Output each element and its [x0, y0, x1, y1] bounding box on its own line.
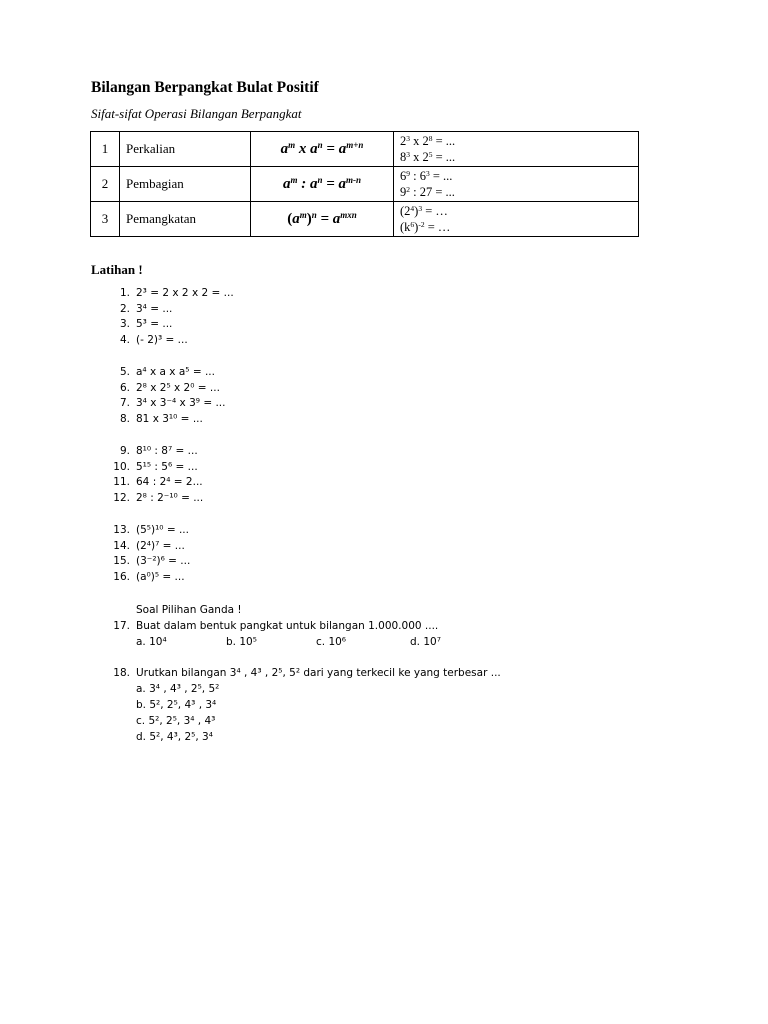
q18-option-b: b. 5², 2⁵, 4³ , 3⁴ [136, 699, 217, 711]
example-pembagian: $6^9$ : $6^3$ = ... $9^2$ : 27 = ... [394, 167, 639, 202]
q18-option-c: c. 5², 2⁵, 3⁴ , 4³ [136, 715, 216, 727]
question-number: 18. [113, 667, 130, 679]
exercise-number: 4. [119, 334, 130, 347]
exercise-text: 5³ = ... [136, 318, 173, 331]
exercise-number: 3. [119, 318, 130, 331]
q17-option-d: d. 10⁷ [410, 636, 441, 648]
example-perkalian: $2^3$ x $2^8$ = ... $8^3$ x $2^5$ = ... [394, 132, 639, 167]
q18-option-d: d. 5², 4³, 2⁵, 3⁴ [136, 731, 213, 743]
q17-option-a: a. 10⁴ [136, 636, 167, 648]
exercise-number: 12. [113, 492, 130, 505]
exercise-item [100, 461, 198, 473]
exercise-text: 3⁴ x 3⁻⁴ x 3⁹ = ... [136, 397, 226, 410]
exercise-text: a⁴ x a x a⁵ = ... [136, 366, 215, 378]
row-name: Pemangkatan [120, 202, 251, 237]
exercise-item [100, 492, 203, 504]
exercise-number: 9. [119, 445, 130, 457]
table-row [91, 132, 639, 167]
row-number: 3 [91, 202, 120, 237]
question-17 [100, 620, 438, 632]
question-text: Buat dalam bentuk pangkat untuk bilangan 1.000.000 .... [136, 620, 439, 632]
page-title: Bilangan Berpangkat Bulat Positif [91, 79, 319, 96]
pg-heading: Soal Pilihan Ganda ! [136, 604, 242, 616]
row-name: Pembagian [120, 167, 251, 202]
formula-pemangkatan: $(a^m)^n = a^{mxn}$ [251, 202, 394, 237]
exercise-number: 2. [119, 302, 130, 315]
exercise-item [100, 334, 188, 346]
exercise-text: 2³ = 2 x 2 x 2 = ... [136, 287, 234, 299]
exercise-number: 16. [113, 571, 130, 584]
exercise-number: 11. [113, 476, 130, 489]
exercise-text: 2⁸ x 2⁵ x 2⁰ = ... [136, 381, 220, 394]
exercise-text: 81 x 3¹⁰ = ... [136, 413, 203, 426]
example-pemangkatan: $(2^4)^3$ = … $(k^6)^{-2}$ = … [394, 202, 639, 237]
exercise-text: 8¹⁰ : 8⁷ = ... [136, 445, 198, 457]
exercise-text: 64 : 2⁴ = 2... [136, 476, 203, 489]
exercise-item [100, 413, 203, 425]
table-row [91, 202, 639, 237]
exercise-number: 13. [113, 524, 130, 536]
exercise-item [100, 366, 215, 378]
exercise-number: 1. [119, 287, 130, 299]
exercise-text: (- 2)³ = ... [136, 334, 188, 347]
exercise-item [100, 524, 189, 536]
question-number: 17. [113, 620, 130, 632]
exercise-item [100, 540, 185, 552]
exercise-number: 14. [113, 539, 130, 552]
q17-option-c: c. 10⁶ [316, 636, 347, 648]
row-name: Perkalian [120, 132, 251, 167]
question-text: Urutkan bilangan 3⁴ , 4³ , 2⁵, 5² dari yang terkecil ke yang terbesar ... [136, 667, 501, 679]
table-row [91, 167, 639, 202]
exercise-number: 5. [119, 366, 130, 378]
exercise-number: 10. [113, 460, 130, 473]
exercise-number: 7. [119, 397, 130, 410]
exercise-item [100, 397, 225, 409]
q18-option-a: a. 3⁴ , 4³ , 2⁵, 5² [136, 683, 220, 695]
exercise-number: 6. [119, 381, 130, 394]
exercise-item [100, 476, 203, 488]
exercise-item [100, 382, 220, 394]
exercise-item [100, 287, 234, 299]
properties-table [90, 131, 639, 237]
formula-perkalian: $a^m$ x $a^n = a^{m+n}$ [251, 132, 394, 167]
exercise-item [100, 555, 190, 567]
exercise-text: (5⁵)¹⁰ = ... [136, 524, 189, 536]
exercise-text: (a⁰)⁵ = ... [136, 571, 185, 584]
exercise-item [100, 445, 198, 457]
page-subtitle: Sifat-sifat Operasi Bilangan Berpangkat [91, 106, 302, 121]
exercise-item [100, 303, 172, 315]
exercise-item [100, 571, 185, 583]
exercise-text: (3⁻²)⁶ = ... [136, 555, 191, 568]
exercise-number: 8. [119, 413, 130, 426]
row-number: 1 [91, 132, 120, 167]
question-18 [100, 667, 501, 679]
latihan-heading: Latihan ! [91, 262, 143, 277]
exercise-text: 3⁴ = ... [136, 302, 173, 315]
q17-option-b: b. 10⁵ [226, 636, 257, 648]
exercise-text: 2⁸ : 2⁻¹⁰ = ... [136, 492, 204, 505]
formula-pembagian: $a^m$ : $a^n = a^{m-n}$ [251, 167, 394, 202]
exercise-number: 15. [113, 555, 130, 568]
exercise-text: (2⁴)⁷ = ... [136, 539, 185, 552]
row-number: 2 [91, 167, 120, 202]
exercise-item [100, 318, 172, 330]
exercise-text: 5¹⁵ : 5⁶ = ... [136, 460, 198, 473]
